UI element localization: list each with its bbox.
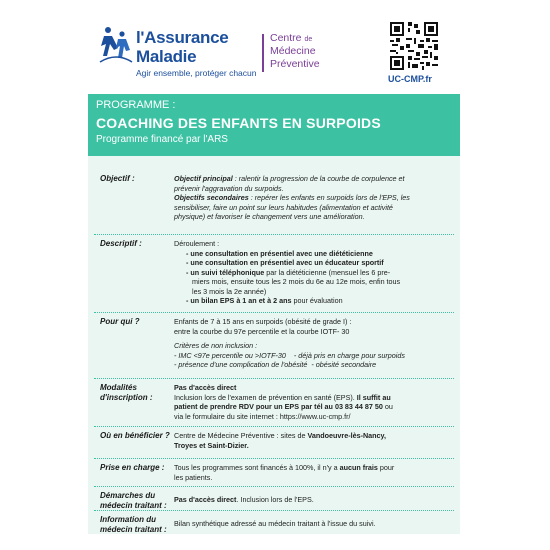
funding-subtitle: Programme financé par l'ARS <box>96 134 228 145</box>
assurance-maladie-logo <box>98 22 258 82</box>
information-value: Bilan synthétique adressé au médecin traitant à l'issue du suivi. <box>174 519 376 528</box>
ou-label: Où en bénéficier ? <box>100 431 170 440</box>
cmp-logo <box>262 30 362 80</box>
information-label: Information du médecin traitant : <box>100 515 167 534</box>
brand-name-line2: Maladie <box>136 47 197 66</box>
descriptif-value: Déroulement : - une consultation en présentiel avec une diététicienne - une consultation en présentiel avec un éducateur sportif - un suivi téléphonique par la diététicienne (mensuel les 6 pre- miers mois, ensuite tous les 2 mois du 6e au 12e mois, enfin tous les 3 mois la 2e année) - un bilan EPS à 1 an et à 2 ans pour évaluation <box>174 239 401 305</box>
programme-label: PROGRAMME : <box>96 99 176 111</box>
cmp-divider <box>262 34 264 72</box>
cmp-line2: Médecine <box>270 45 316 57</box>
demarches-label: Démarches du médecin traitant : <box>100 491 167 510</box>
row-prise-en-charge <box>94 458 454 486</box>
pour-qui-label: Pour qui ? <box>100 317 140 326</box>
modalites-label: Modalités d'inscription : <box>100 383 153 402</box>
brand-tagline: Agir ensemble, protéger chacun <box>136 68 257 78</box>
title-band <box>88 94 460 156</box>
prise-label: Prise en charge : <box>100 463 165 472</box>
qr-code-icon <box>390 22 438 70</box>
people-figures-icon <box>98 22 134 70</box>
objectif-label: Objectif : <box>100 174 135 183</box>
cmp-line3: Préventive <box>270 58 320 70</box>
modalites-value: Pas d'accès direct Inclusion lors de l'examen de prévention en santé (EPS). Il suffit au patient de prendre RDV pour un EPS par tél au 03 83 44 87 50 ou via le formulaire du site internet : https://www.uc-cmp.fr/ <box>174 383 393 421</box>
row-information <box>94 510 454 534</box>
qr-url: UC-CMP.fr <box>388 74 432 84</box>
pour-qui-value: Enfants de 7 à 15 ans en surpoids (obésité de grade I) : entre la courbe du 97e percentile et la courbe IOTF- 30 Critères de non inclusion : - IMC <97e percentile ou >IOTF-30 - déjà pris en charge pour surpoids - présence d'une complication de l'obésité - obésité secondaire <box>174 317 405 369</box>
row-objectif <box>94 170 454 234</box>
objectif-value: Objectif principal : ralentir la progression de la courbe de corpulence et prévenir l'aggravation du surpoids. Objectifs secondaires : repérer les enfants en surpoids lors de l'EPS, les sensibiliser, faire un point sur leurs habitudes (alimentation et activité physique) et favoriser le changement vers une amélioration. <box>174 174 410 221</box>
prise-value: Tous les programmes sont financés à 100%, il n'y a aucun frais pour les patients. <box>174 463 395 482</box>
info-table <box>88 156 460 534</box>
row-descriptif <box>94 234 454 312</box>
row-modalites <box>94 378 454 426</box>
row-demarches <box>94 486 454 510</box>
ou-value: Centre de Médecine Préventive : sites de Vandoeuvre-lès-Nancy, Troyes et Saint-Dizier. <box>174 431 387 450</box>
demarches-value: Pas d'accès direct. Inclusion lors de l'EPS. <box>174 495 314 504</box>
cmp-line1: Centre de <box>270 32 313 44</box>
row-pour-qui <box>94 312 454 378</box>
row-ou <box>94 426 454 458</box>
descriptif-label: Descriptif : <box>100 239 142 248</box>
brand-name-line1: l'Assurance <box>136 28 229 47</box>
page-title: COACHING DES ENFANTS EN SURPOIDS <box>96 115 381 131</box>
